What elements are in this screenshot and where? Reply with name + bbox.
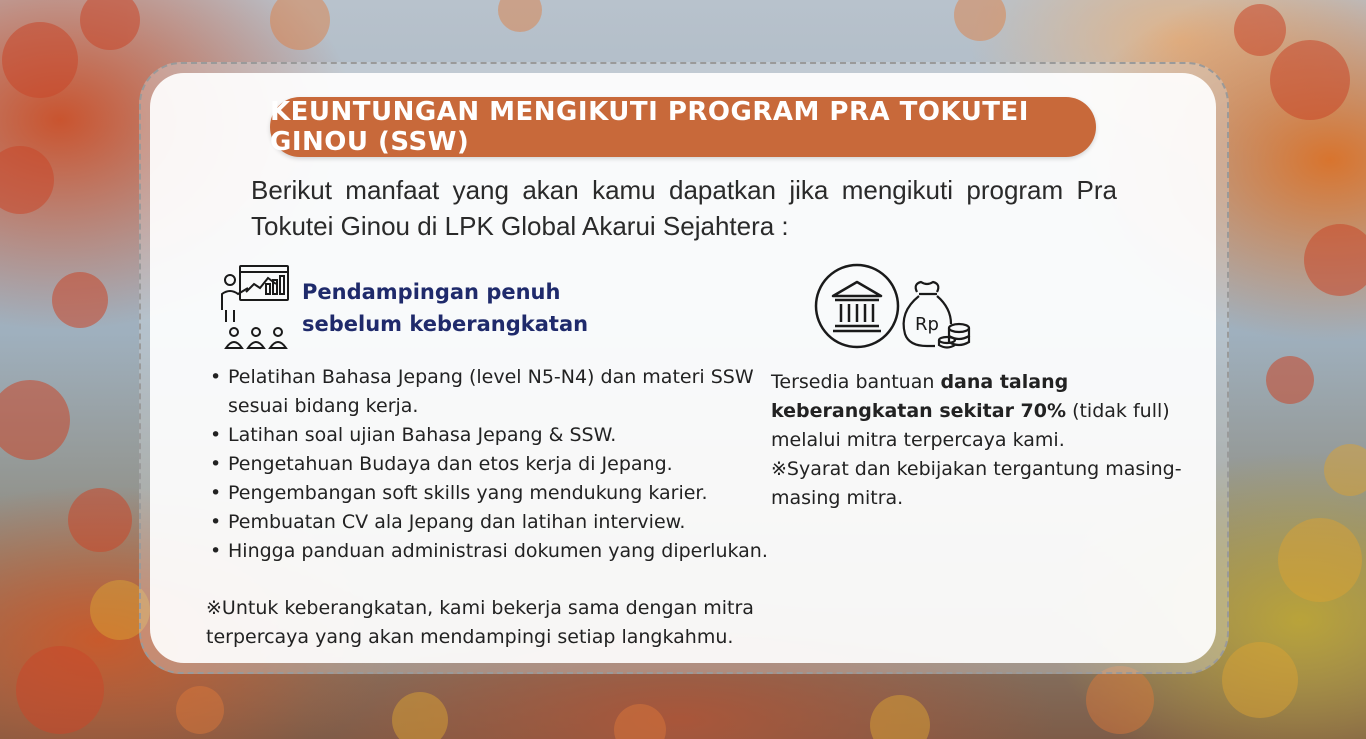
bullet-dot: • xyxy=(210,511,222,533)
right-text-bold: dana talang keberangkatan sekitar 70% xyxy=(771,371,1069,422)
list-item-text: Pengetahuan Budaya dan etos kerja di Jepang. xyxy=(228,453,673,475)
list-item xyxy=(210,363,770,421)
presentation-audience-icon xyxy=(218,262,294,352)
list-item-text: Pelatihan Bahasa Jepang (level N5-N4) dan materi SSW sesuai bidang kerja. xyxy=(228,366,754,417)
list-item xyxy=(210,450,770,479)
list-item xyxy=(210,508,770,537)
bullet-dot: • xyxy=(210,453,222,475)
left-heading-line1: Pendampingan penuh xyxy=(302,280,561,304)
bullet-dot: • xyxy=(210,482,222,504)
bank-money-icons xyxy=(813,262,978,352)
page-title: KEUNTUNGAN MENGIKUTI PROGRAM PRA TOKUTEI GINOU (SSW) xyxy=(270,97,1096,157)
intro-text: Berikut manfaat yang akan kamu dapatkan jika mengikuti program Pra Tokutei Ginou di LPK Global Akarui Sejahtera : xyxy=(251,175,1117,241)
bullet-dot: • xyxy=(210,424,222,446)
bullet-dot: • xyxy=(210,366,222,388)
right-text-after: (tidak full) melalui mitra terpercaya kami. xyxy=(771,400,1170,451)
money-bag-label: Rp xyxy=(915,314,939,335)
right-note: ※Syarat dan kebijakan tergantung masing-masing mitra. xyxy=(771,458,1182,509)
list-item-text: Latihan soal ujian Bahasa Jepang & SSW. xyxy=(228,424,617,446)
right-text xyxy=(771,368,1191,513)
left-heading xyxy=(302,276,622,340)
left-heading-line2: sebelum keberangkatan xyxy=(302,312,589,336)
bank-icon xyxy=(816,265,898,347)
list-item-text: Hingga panduan administrasi dokumen yang diperlukan. xyxy=(228,540,768,562)
list-item xyxy=(210,421,770,450)
benefit-list xyxy=(210,363,770,566)
list-item-text: Pembuatan CV ala Jepang dan latihan interview. xyxy=(228,511,686,533)
list-item xyxy=(210,537,770,566)
list-item-text: Pengembangan soft skills yang mendukung karier. xyxy=(228,482,708,504)
list-item xyxy=(210,479,770,508)
bullet-dot: • xyxy=(210,540,222,562)
right-text-before: Tersedia bantuan xyxy=(771,371,941,393)
left-note: ※Untuk keberangkatan, kami bekerja sama dengan mitra terpercaya yang akan mendampingi setiap langkahmu. xyxy=(206,597,754,648)
